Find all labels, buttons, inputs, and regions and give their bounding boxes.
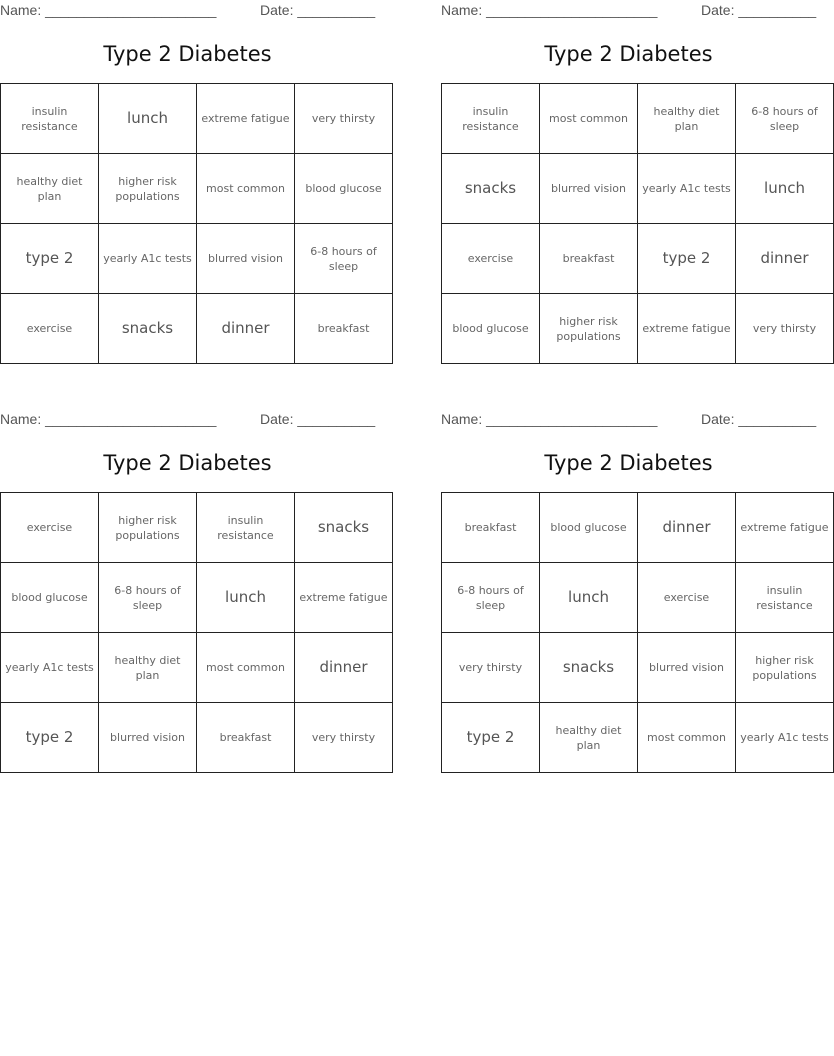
bingo-grid	[441, 83, 834, 364]
name-field: Name: ______________________	[441, 411, 658, 427]
bingo-cell: exercise	[1, 294, 99, 364]
name-date-row	[441, 0, 816, 22]
bingo-cell: blurred vision	[638, 633, 736, 703]
bingo-cell: most common	[638, 703, 736, 773]
bingo-cell: yearly A1c tests	[638, 154, 736, 224]
bingo-grid	[441, 492, 834, 773]
bingo-cell: dinner	[638, 493, 736, 563]
bingo-cell: blood glucose	[1, 563, 99, 633]
card-title: Type 2 Diabetes	[103, 42, 272, 66]
date-field: Date: __________	[701, 411, 817, 427]
bingo-row	[442, 154, 834, 224]
name-field: Name: ______________________	[0, 411, 217, 427]
bingo-cell: most common	[540, 84, 638, 154]
bingo-row	[442, 84, 834, 154]
name-date-row	[441, 409, 816, 431]
bingo-grid	[0, 83, 393, 364]
bingo-cell: blurred vision	[197, 224, 295, 294]
bingo-row	[1, 563, 393, 633]
bingo-cell: 6-8 hours of sleep	[295, 224, 393, 294]
bingo-cell: extreme fatigue	[197, 84, 295, 154]
bingo-cell: blood glucose	[442, 294, 540, 364]
bingo-cell: type 2	[638, 224, 736, 294]
bingo-cell: insulin resistance	[197, 493, 295, 563]
bingo-row	[1, 84, 393, 154]
bingo-cell: higher risk populations	[99, 154, 197, 224]
bingo-cell: lunch	[197, 563, 295, 633]
bingo-cell: insulin resistance	[1, 84, 99, 154]
name-date-row	[0, 409, 375, 431]
bingo-cell: extreme fatigue	[295, 563, 393, 633]
date-field: Date: __________	[260, 411, 376, 427]
bingo-cell: extreme fatigue	[736, 493, 834, 563]
bingo-cell: blurred vision	[99, 703, 197, 773]
bingo-cell: exercise	[638, 563, 736, 633]
bingo-cell: snacks	[540, 633, 638, 703]
bingo-cell: blood glucose	[540, 493, 638, 563]
bingo-row	[1, 294, 393, 364]
bingo-cell: higher risk populations	[99, 493, 197, 563]
bingo-cell: higher risk populations	[540, 294, 638, 364]
bingo-cell: insulin resistance	[442, 84, 540, 154]
bingo-cell: most common	[197, 154, 295, 224]
bingo-cell: dinner	[295, 633, 393, 703]
card-title: Type 2 Diabetes	[544, 42, 713, 66]
bingo-cell: type 2	[1, 703, 99, 773]
bingo-cell: dinner	[736, 224, 834, 294]
name-field: Name: ______________________	[441, 2, 658, 18]
bingo-cell: breakfast	[197, 703, 295, 773]
bingo-cell: snacks	[442, 154, 540, 224]
bingo-cell: type 2	[442, 703, 540, 773]
card-title: Type 2 Diabetes	[544, 451, 713, 475]
card-title: Type 2 Diabetes	[103, 451, 272, 475]
date-field: Date: __________	[701, 2, 817, 18]
bingo-cell: healthy diet plan	[99, 633, 197, 703]
bingo-cell: 6-8 hours of sleep	[99, 563, 197, 633]
bingo-cell: yearly A1c tests	[1, 633, 99, 703]
bingo-grid	[0, 492, 393, 773]
bingo-row	[1, 703, 393, 773]
bingo-cell: very thirsty	[442, 633, 540, 703]
bingo-row	[1, 154, 393, 224]
bingo-cell: lunch	[540, 563, 638, 633]
bingo-row	[442, 563, 834, 633]
bingo-cell: higher risk populations	[736, 633, 834, 703]
bingo-cell: very thirsty	[295, 84, 393, 154]
bingo-cell: exercise	[442, 224, 540, 294]
name-date-row	[0, 0, 375, 22]
bingo-cell: type 2	[1, 224, 99, 294]
bingo-cell: snacks	[295, 493, 393, 563]
bingo-cell: dinner	[197, 294, 295, 364]
bingo-row	[442, 703, 834, 773]
bingo-cell: very thirsty	[295, 703, 393, 773]
bingo-cell: lunch	[99, 84, 197, 154]
bingo-cell: lunch	[736, 154, 834, 224]
bingo-cell: healthy diet plan	[540, 703, 638, 773]
bingo-cell: 6-8 hours of sleep	[442, 563, 540, 633]
date-field: Date: __________	[260, 2, 376, 18]
bingo-cell: healthy diet plan	[1, 154, 99, 224]
bingo-cell: extreme fatigue	[638, 294, 736, 364]
bingo-row	[1, 633, 393, 703]
bingo-cell: insulin resistance	[736, 563, 834, 633]
bingo-cell: blurred vision	[540, 154, 638, 224]
bingo-cell: most common	[197, 633, 295, 703]
bingo-cell: healthy diet plan	[638, 84, 736, 154]
bingo-row	[442, 633, 834, 703]
bingo-cell: breakfast	[442, 493, 540, 563]
bingo-cell: snacks	[99, 294, 197, 364]
bingo-row	[1, 493, 393, 563]
bingo-cell: 6-8 hours of sleep	[736, 84, 834, 154]
bingo-row	[442, 224, 834, 294]
bingo-cell: very thirsty	[736, 294, 834, 364]
name-field: Name: ______________________	[0, 2, 217, 18]
bingo-cell: yearly A1c tests	[736, 703, 834, 773]
bingo-row	[442, 294, 834, 364]
bingo-cell: breakfast	[540, 224, 638, 294]
bingo-cell: blood glucose	[295, 154, 393, 224]
bingo-cell: breakfast	[295, 294, 393, 364]
bingo-row	[1, 224, 393, 294]
bingo-row	[442, 493, 834, 563]
bingo-cell: yearly A1c tests	[99, 224, 197, 294]
bingo-cell: exercise	[1, 493, 99, 563]
